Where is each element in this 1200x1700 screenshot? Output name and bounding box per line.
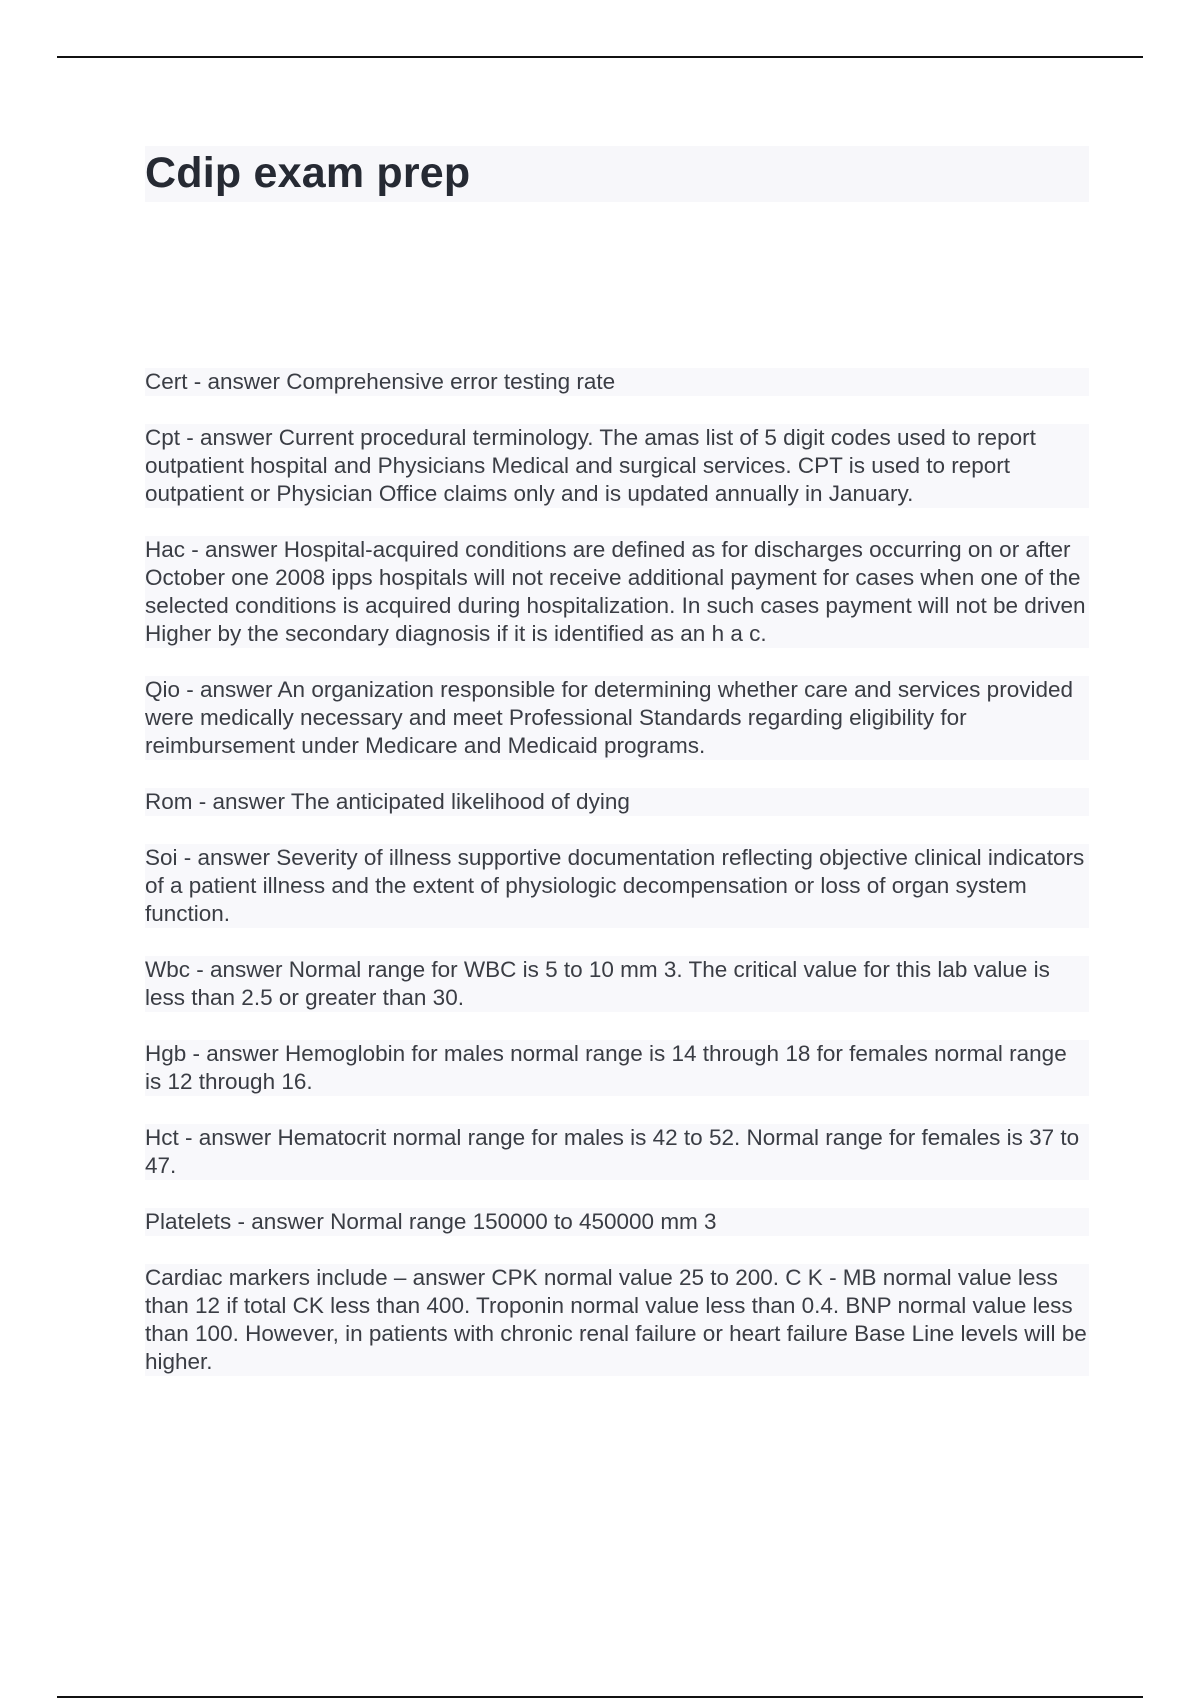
qa-entry-platelets: Platelets - answer Normal range 150000 to 450000 mm 3 [145, 1208, 1089, 1236]
qa-entry-hct: Hct - answer Hematocrit normal range for males is 42 to 52. Normal range for females is 37 to 47. [145, 1124, 1089, 1180]
qa-entry-rom: Rom - answer The anticipated likelihood of dying [145, 788, 1089, 816]
bottom-rule [57, 1696, 1143, 1698]
top-rule [57, 56, 1143, 58]
page-title: Cdip exam prep [145, 149, 471, 197]
title-block [145, 146, 1089, 202]
qa-entry-hgb: Hgb - answer Hemoglobin for males normal range is 14 through 18 for females normal range is 12 through 16. [145, 1040, 1089, 1096]
qa-entry-soi: Soi - answer Severity of illness supportive documentation reflecting objective clinical indicators of a patient illness and the extent of physiologic decompensation or loss of organ system function. [145, 844, 1089, 928]
qa-entry-qio: Qio - answer An organization responsible for determining whether care and services provided were medically necessary and meet Professional Standards regarding eligibility for reimbursement under Medicare and Medicaid programs. [145, 676, 1089, 760]
qa-entry-cardiac-markers: Cardiac markers include – answer CPK normal value 25 to 200. C K - MB normal value less than 12 if total CK less than 400. Troponin normal value less than 0.4. BNP normal value less than 100. However, in patients with chronic renal failure or heart failure Base Line levels will be higher. [145, 1264, 1089, 1376]
qa-entry-cert: Cert - answer Comprehensive error testing rate [145, 368, 1089, 396]
qa-entry-cpt: Cpt - answer Current procedural terminology. The amas list of 5 digit codes used to report outpatient hospital and Physicians Medical and surgical services. CPT is used to report outpatient or Physician Office claims only and is updated annually in January. [145, 424, 1089, 508]
qa-entry-hac: Hac - answer Hospital-acquired conditions are defined as for discharges occurring on or after October one 2008 ipps hospitals will not receive additional payment for cases when one of the selected conditions is acquired during hospitalization. In such cases payment will not be driven Higher by the secondary diagnosis if it is identified as an h a c. [145, 536, 1089, 648]
qa-entry-wbc: Wbc - answer Normal range for WBC is 5 to 10 mm 3. The critical value for this lab value is less than 2.5 or greater than 30. [145, 956, 1089, 1012]
qa-list [145, 368, 1089, 1404]
